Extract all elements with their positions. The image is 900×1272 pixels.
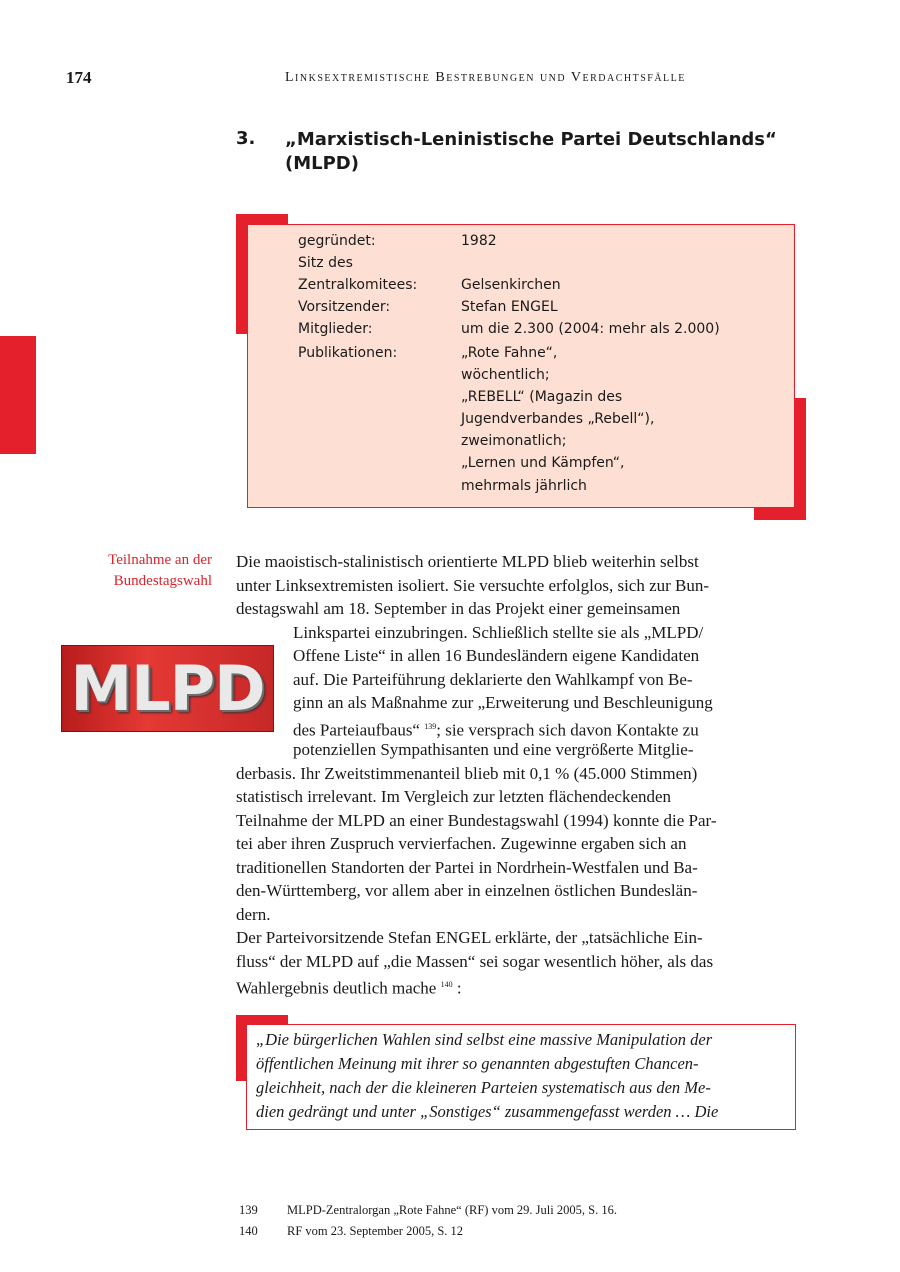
body-line: derbasis. Ihr Zweitstimmenanteil blieb mit 0,1 % (45.000 Stimmen) (236, 764, 698, 783)
margin-note-line: Teilnahme an der (108, 552, 212, 568)
fact-label-central-committee: Zentralkomitees: (298, 277, 418, 293)
body-line: potenziellen Sympathisanten und eine vergrößerte Mitglie- (293, 740, 694, 759)
body-line-part: Wahlergebnis deutlich mache (236, 978, 437, 998)
body-line: auf. Die Parteiführung deklarierte den Wahlkampf von Be- (293, 670, 693, 689)
margin-note-line: Bundestagswahl (113, 573, 212, 589)
body-line: Offene Liste“ in allen 16 Bundesländern eigene Kandidaten (293, 646, 700, 665)
body-line-part: des Parteiaufbaus“ (293, 720, 420, 740)
fact-label-members: Mitglieder: (298, 321, 373, 337)
fact-label-chairman: Vorsitzender: (298, 299, 391, 315)
fact-publication-line: „REBELL“ (Magazin des (461, 389, 623, 405)
body-line: unter Linksextremisten isoliert. Sie versuchte erfolglos, sich zur Bun- (236, 576, 710, 595)
mlpd-logo (61, 645, 274, 732)
body-line: den-Württemberg, vor allem aber in einzelnen östlichen Bundeslän- (236, 881, 698, 900)
body-line: destagswahl am 18. September in das Projekt einer gemeinsamen (236, 599, 681, 618)
footnote-number: 140 (239, 1224, 258, 1238)
fact-publication-line: wöchentlich; (461, 367, 550, 383)
fact-publication-line: Jugendverbandes „Rebell“), (461, 411, 655, 427)
fact-value-publications: „Rote Fahne“, (461, 345, 558, 361)
footnote-text: RF vom 23. September 2005, S. 12 (287, 1224, 464, 1238)
fact-publication-line: „Lernen und Kämpfen“, (461, 455, 625, 471)
footnote-text: MLPD-Zentralorgan „Rote Fahne“ (RF) vom 29. Juli 2005, S. 16. (287, 1203, 617, 1217)
fact-value-central-committee: Gelsenkirchen (461, 277, 561, 293)
body-line: Die maoistisch-stalinistisch orientierte MLPD blieb weiterhin selbst (236, 552, 699, 571)
footnote-ref-139: 139 (424, 722, 437, 731)
fact-value-founded: 1982 (461, 233, 497, 249)
fact-publication-line: mehrmals jährlich (461, 478, 587, 494)
running-head: Linksextremistische Bestrebungen und Verdachtsfälle (285, 70, 686, 85)
body-line: ginn an als Maßnahme zur „Erweiterung und Beschleunigung (293, 693, 713, 712)
quote-line: dien gedrängt und unter „Sonstiges“ zusammengefasst werden … Die (256, 1102, 719, 1121)
fact-value-members: um die 2.300 (2004: mehr als 2.000) (461, 321, 720, 337)
body-line (236, 973, 462, 1000)
mlpd-logo-text: MLPD (70, 652, 265, 725)
body-line: fluss“ der MLPD auf „die Massen“ sei sogar wesentlich höher, als das (236, 952, 714, 971)
body-line: Linkspartei einzubringen. Schließlich stellte sie als „MLPD/ (293, 623, 704, 642)
margin-note (40, 550, 212, 592)
body-line: traditionellen Standorten der Partei in Nordrhein-Westfalen und Ba- (236, 858, 698, 877)
quote-line: öffentlichen Meinung mit ihrer so genannten abgestuften Chancen- (256, 1054, 699, 1073)
footnote-number: 139 (239, 1203, 258, 1217)
quote-line: „Die bürgerlichen Wahlen sind selbst eine massive Manipulation der (256, 1030, 713, 1049)
fact-label-seat: Sitz des (298, 255, 353, 271)
footnote-ref-140: 140 (440, 980, 453, 989)
body-line-part: ; sie versprach sich davon Kontakte zu (436, 720, 699, 740)
body-line: statistisch irrelevant. Im Vergleich zur letzten flächendeckenden (236, 787, 672, 806)
fact-value-chairman: Stefan ENGEL (461, 299, 558, 315)
chapter-edge-tab (0, 336, 36, 454)
fact-label-publications: Publikationen: (298, 345, 398, 361)
section-title: „Marxistisch-Leninistische Partei Deutschlands“ (MLPD) (285, 129, 777, 174)
section-number: 3. (236, 128, 256, 149)
body-line: Teilnahme der MLPD an einer Bundestagswahl (1994) konnte die Par- (236, 811, 717, 830)
fact-publication-line: zweimonatlich; (461, 433, 567, 449)
body-line: Der Parteivorsitzende Stefan ENGEL erklärte, der „tatsächliche Ein- (236, 928, 703, 947)
body-line: dern. (236, 905, 271, 924)
body-line-part: : (452, 978, 462, 998)
fact-label-founded: gegründet: (298, 233, 376, 249)
quote-line: gleichheit, nach der die kleineren Parteien systematisch aus den Me- (256, 1078, 711, 1097)
page-number: 174 (66, 68, 92, 87)
body-line: tei aber ihren Zuspruch vervierfachen. Zugewinne ergaben sich an (236, 834, 687, 853)
